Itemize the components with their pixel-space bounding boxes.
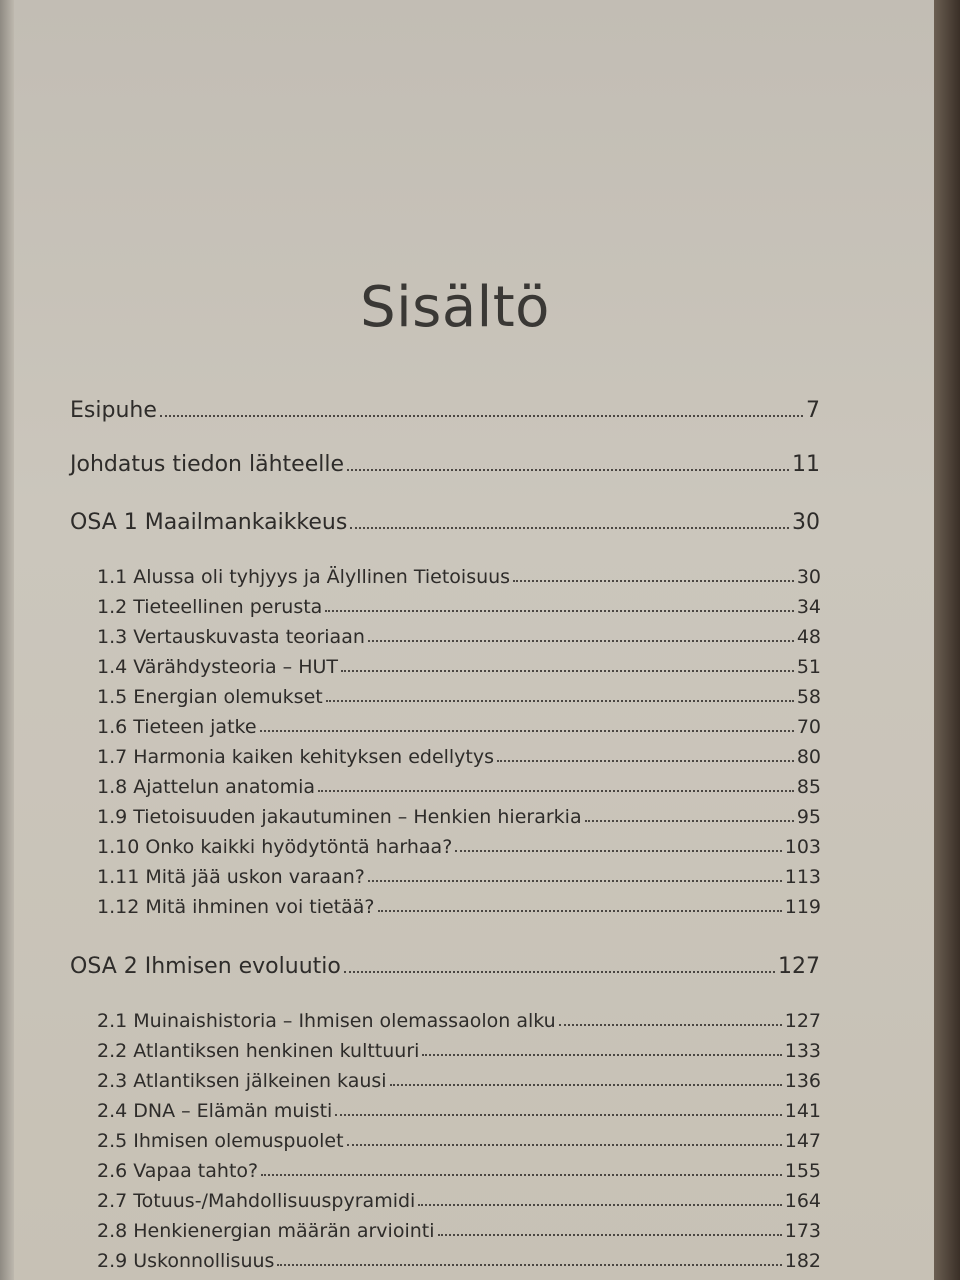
- page-number: 85: [796, 776, 821, 798]
- dot-leader: [418, 1204, 781, 1206]
- dot-leader: [378, 910, 782, 912]
- toc-chapter-entry: [97, 896, 821, 918]
- entry-title: 1.8 Ajattelun anatomia: [97, 776, 315, 798]
- toc-chapter-entry: [97, 866, 821, 888]
- entry-title: 2.3 Atlantiksen jälkeinen kausi: [97, 1070, 387, 1092]
- dot-leader: [344, 971, 775, 973]
- entry-title: 1.6 Tieteen jatke: [97, 716, 257, 738]
- dot-leader: [422, 1054, 781, 1056]
- entry-title: 1.11 Mitä jää uskon varaan?: [97, 866, 365, 888]
- dot-leader: [585, 820, 794, 822]
- dot-leader: [325, 610, 793, 612]
- toc-chapter-entry: [97, 1250, 821, 1272]
- toc-chapter-entry: [97, 806, 821, 828]
- page-number: 58: [796, 686, 821, 708]
- dot-leader: [368, 640, 794, 642]
- entry-title: 1.7 Harmonia kaiken kehityksen edellytys: [97, 746, 495, 768]
- page-number: 127: [778, 954, 820, 979]
- dot-leader: [335, 1114, 781, 1116]
- dot-leader: [347, 1144, 782, 1146]
- entry-title: OSA 2 Ihmisen evoluutio: [70, 954, 341, 979]
- toc-part-entry: [70, 954, 820, 979]
- page-number: 11: [792, 452, 820, 477]
- entry-title: OSA 1 Maailmankaikkeus: [70, 510, 348, 535]
- page-number: 113: [784, 866, 821, 888]
- page-number: 136: [784, 1070, 821, 1092]
- entry-title: 2.2 Atlantiksen henkinen kulttuuri: [97, 1040, 420, 1062]
- toc-chapter-entry: [97, 596, 821, 618]
- entry-title: 1.9 Tietoisuuden jakautuminen – Henkien hierarkia: [97, 806, 582, 828]
- toc-chapter-entry: [97, 566, 821, 588]
- page-number: 7: [806, 398, 820, 423]
- dot-leader: [347, 469, 789, 471]
- dot-leader: [318, 790, 794, 792]
- toc-chapter-entry: [97, 1160, 821, 1182]
- page-number: 164: [784, 1190, 821, 1212]
- dot-leader: [326, 700, 794, 702]
- toc-chapter-entry: [97, 1220, 821, 1242]
- page-number: 80: [796, 746, 821, 768]
- entry-title: 2.6 Vapaa tahto?: [97, 1160, 259, 1182]
- dot-leader: [341, 670, 794, 672]
- toc-chapter-entry: [97, 776, 821, 798]
- toc-part-entry: [70, 398, 820, 423]
- entry-title: 1.4 Värähdysteoria – HUT: [97, 656, 338, 678]
- entry-title: 2.1 Muinaishistoria – Ihmisen olemassaolon alku: [97, 1010, 556, 1032]
- toc-chapter-entry: [97, 1130, 821, 1152]
- page-number: 127: [784, 1010, 821, 1032]
- entry-title: Johdatus tiedon lähteelle: [70, 452, 344, 477]
- dot-leader: [350, 527, 789, 529]
- page-number: 95: [796, 806, 821, 828]
- entry-title: 1.1 Alussa oli tyhjyys ja Älyllinen Tietoisuus: [97, 566, 511, 588]
- page-number: 119: [784, 896, 821, 918]
- page-number: 155: [784, 1160, 821, 1182]
- dot-leader: [455, 850, 781, 852]
- entry-title: 1.5 Energian olemukset: [97, 686, 323, 708]
- toc-chapter-entry: [97, 836, 821, 858]
- toc-chapter-entry: [97, 686, 821, 708]
- dot-leader: [390, 1084, 782, 1086]
- toc-chapter-entry: [97, 1070, 821, 1092]
- toc-chapter-entry: [97, 1100, 821, 1122]
- page-number: 34: [796, 596, 821, 618]
- entry-title: 2.8 Henkienergian määrän arviointi: [97, 1220, 435, 1242]
- entry-title: 1.3 Vertauskuvasta teoriaan: [97, 626, 365, 648]
- entry-title: 2.4 DNA – Elämän muisti: [97, 1100, 333, 1122]
- entry-title: 2.7 Totuus-/Mahdollisuuspyramidi: [97, 1190, 416, 1212]
- toc-chapter-entry: [97, 626, 821, 648]
- entry-title: 1.10 Onko kaikki hyödytöntä harhaa?: [97, 836, 453, 858]
- dot-leader: [438, 1234, 782, 1236]
- toc-part-entry: [70, 510, 820, 535]
- page-number: 48: [796, 626, 821, 648]
- toc-chapter-entry: [97, 1190, 821, 1212]
- dot-leader: [559, 1024, 782, 1026]
- page-number: 103: [784, 836, 821, 858]
- dot-leader: [513, 580, 794, 582]
- entry-title: 1.2 Tieteellinen perusta: [97, 596, 323, 618]
- page-number: 141: [784, 1100, 821, 1122]
- page-title: Sisältö: [360, 275, 550, 340]
- toc-chapter-entry: [97, 746, 821, 768]
- page-number: 30: [796, 566, 821, 588]
- page-number: 133: [784, 1040, 821, 1062]
- page-number: 182: [784, 1250, 821, 1272]
- dot-leader: [260, 730, 794, 732]
- dot-leader: [277, 1264, 781, 1266]
- page-number: 30: [792, 510, 820, 535]
- page-number: 173: [784, 1220, 821, 1242]
- toc-chapter-entry: [97, 1040, 821, 1062]
- toc-chapter-entry: [97, 656, 821, 678]
- toc-chapter-entry: [97, 1010, 821, 1032]
- toc-chapter-entry: [97, 716, 821, 738]
- dot-leader: [261, 1174, 782, 1176]
- page-number: 147: [784, 1130, 821, 1152]
- entry-title: 2.5 Ihmisen olemuspuolet: [97, 1130, 344, 1152]
- dot-leader: [160, 415, 803, 417]
- entry-title: 2.9 Uskonnollisuus: [97, 1250, 275, 1272]
- page-number: 51: [796, 656, 821, 678]
- toc-part-entry: [70, 452, 820, 477]
- dot-leader: [497, 760, 794, 762]
- entry-title: 1.12 Mitä ihminen voi tietää?: [97, 896, 375, 918]
- dot-leader: [368, 880, 782, 882]
- entry-title: Esipuhe: [70, 398, 157, 423]
- page-number: 70: [796, 716, 821, 738]
